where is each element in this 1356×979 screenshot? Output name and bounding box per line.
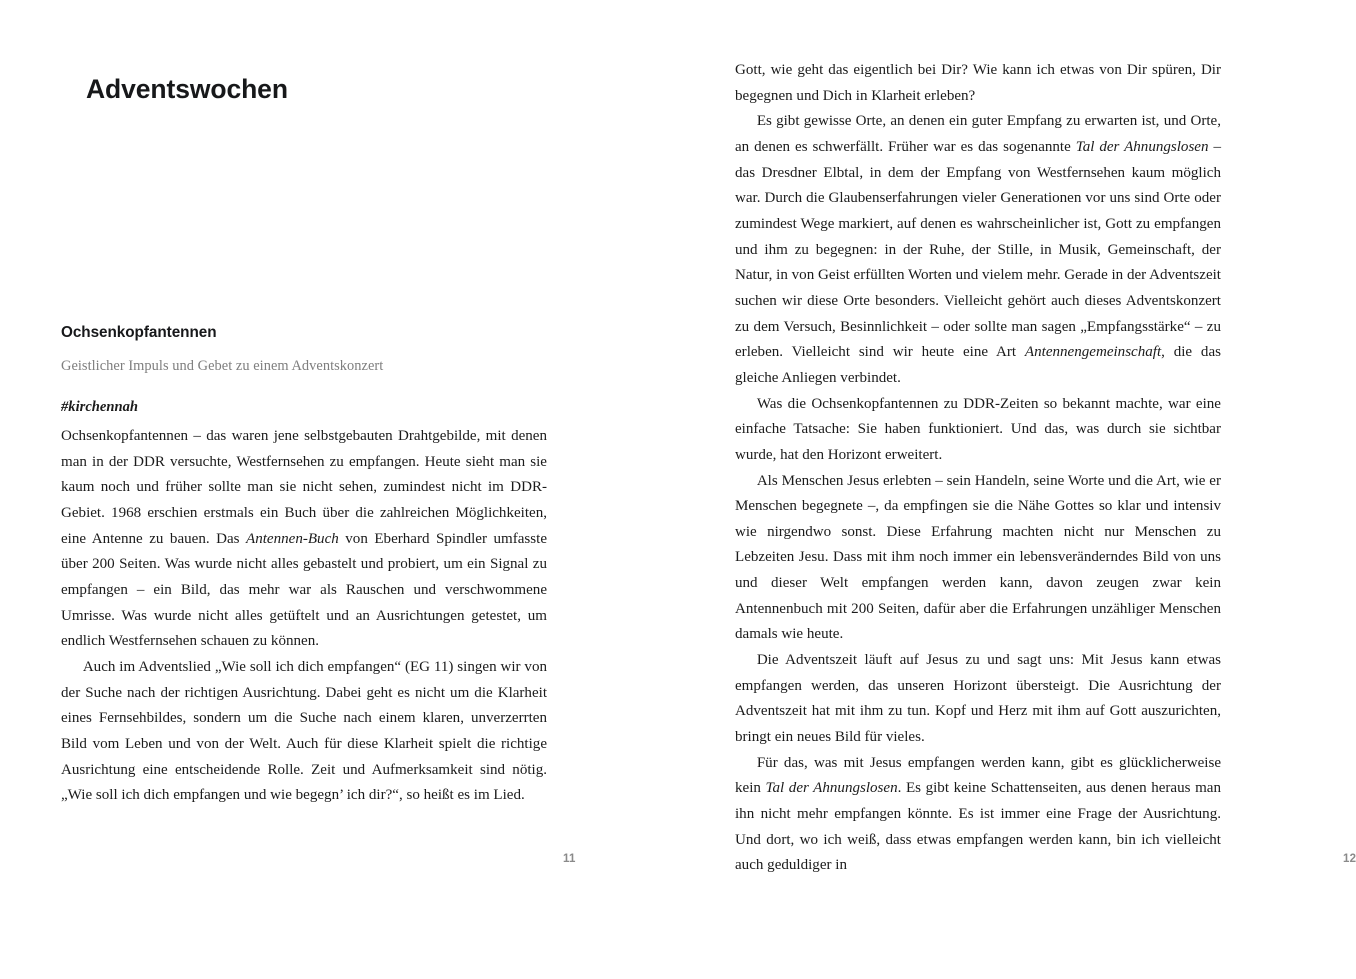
italic-emphasis: Tal der Ahnungslosen: [765, 780, 898, 797]
section-subtitle: Geistlicher Impuls und Gebet zu einem Adventskonzert: [61, 358, 384, 374]
page-right: [640, 0, 1356, 979]
paragraph: Es gibt gewisse Orte, an denen ein guter Empfang zu erwarten ist, und Orte, an denen es schwerfällt. Früher war es das sogenannte Tal der Ahnungslosen – das Dresdner Elbtal, in dem der Empfang von Westfernsehen kaum möglich war. Durch die Glaubenserfahrungen vieler Generationen vor uns sind Orte oder zumindest Wege markiert, auf denen es wahrscheinlicher ist, Gott zu empfangen und ihm zu begegnen: in der Ruhe, der Stille, in Musik, Gemeinschaft, der Natur, in von Geist erfüllten Worten und vielem mehr. Gerade in der Adventszeit suchen wir diese Orte besonders. Vielleicht gehört auch dieses Adventskonzert zu dem Versuch, Besinnlichkeit – oder sollte man sagen „Empfangsstärke“ – zu erleben. Vielleicht sind wir heute eine Art Antennengemeinschaft, die das gleiche Anliegen verbindet.: [735, 113, 1221, 386]
section-heading: Ochsenkopfantennen: [61, 323, 217, 341]
paragraph: Auch im Adventslied „Wie soll ich dich empfangen“ (EG 11) singen wir von der Suche nach der richtigen Ausrichtung. Dabei geht es nicht um die Klarheit eines Fernsehbildes, sondern um die Suche nach einem klaren, unverzerrten Bild vom Leben und von der Welt. Auch für diese Klarheit spielt die richtige Ausrichtung eine entscheidende Rolle. Zeit und Aufmerksamkeit sind nötig. „Wie soll ich dich empfangen und wie begegn’ ich dir?“, so heißt es im Lied.: [61, 658, 547, 804]
right-column-body: [735, 58, 1221, 879]
page-left: [0, 0, 640, 979]
paragraph: Für das, was mit Jesus empfangen werden kann, gibt es glücklicherweise kein Tal der Ahnungslosen. Es gibt keine Schattenseiten, aus denen heraus man ihn nicht mehr empfangen könnte. Es ist immer eine Frage der Ausrichtung. Und dort, wo ich weiß, dass etwas empfangen werden kann, bin ich vielleicht auch geduldiger in: [735, 754, 1221, 874]
hashtag-label: #kirchennah: [61, 399, 139, 415]
italic-emphasis: Antennen-Buch: [246, 530, 339, 547]
italic-emphasis: Antennengemeinschaft: [1024, 344, 1162, 361]
left-column-body: [61, 424, 547, 809]
page-number-left: 11: [563, 853, 576, 865]
page-title: Adventswochen: [86, 73, 288, 104]
paragraph: Was die Ochsenkopfantennen zu DDR-Zeiten so bekannt machte, war eine einfache Tatsache: Sie haben funktioniert. Und das, was durch sie sichtbar wurde, hat den Horizont erweitert.: [735, 395, 1221, 463]
page-number-right: 12: [1343, 853, 1356, 865]
paragraph: Als Menschen Jesus erlebten – sein Handeln, seine Worte und die Art, wie er Menschen begegnete –, da empfingen sie die Nähe Gottes so klar und intensiv wie nirgendwo sonst. Diese Erfahrung machten nicht nur Menschen zu Lebzeiten Jesu. Dass mit ihm noch immer ein lebensveränderndes Bild von uns und dieser Welt empfangen werden kann, davon zeugen zwar kein Antennenbuch mit 200 Seiten, dafür aber die Erfahrungen unzähliger Menschen damals wie heute.: [735, 472, 1221, 643]
paragraph: Ochsenkopfantennen – das waren jene selbstgebauten Drahtgebilde, mit denen man in der DDR versuchte, Westfernsehen zu empfangen. Heute sieht man sie kaum noch und früher sollte man sie nicht sehen, zumindest nicht im DDR-Gebiet. 1968 erschien erstmals ein Buch über die zahlreichen Möglichkeiten, eine Antenne zu bauen. Das Antennen-Buch von Eberhard Spindler umfasste über 200 Seiten. Was wurde nicht alles gebastelt und probiert, um ein Signal zu empfangen – ein Bild, das mehr war als Rauschen und verschwommene Umrisse. Was wurde nicht alles getüftelt und an Ausrichtungen getestet, um endlich Westfernsehen schauen zu können.: [61, 428, 547, 650]
paragraph: Die Adventszeit läuft auf Jesus zu und sagt uns: Mit Jesus kann etwas empfangen werden, das unseren Horizont übersteigt. Die Ausrichtung der Adventszeit hat mit ihm zu tun. Kopf und Herz mit ihm auf Gott auszurichten, bringt ein neues Bild für vieles.: [735, 652, 1221, 746]
italic-emphasis: Tal der Ahnungslosen: [1075, 138, 1209, 155]
paragraph: Gott, wie geht das eigentlich bei Dir? Wie kann ich etwas von Dir spüren, Dir begegnen und Dich in Klarheit erleben?: [735, 62, 1221, 104]
